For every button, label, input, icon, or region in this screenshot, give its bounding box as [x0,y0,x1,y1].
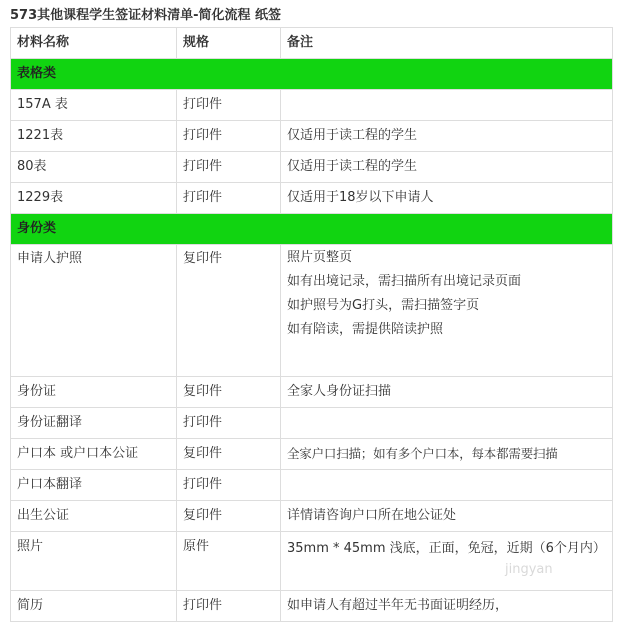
table-row [11,591,613,622]
table-row [11,183,613,214]
material-name: 1229表 [11,183,177,214]
material-note [281,470,613,501]
material-name: 简历 [11,591,177,622]
material-spec: 打印件 [177,152,281,183]
material-spec: 原件 [177,532,281,591]
materials-table [10,27,613,622]
column-header-spec: 规格 [177,28,281,59]
section-label: 表格类 [11,59,613,90]
material-note [281,408,613,439]
material-spec: 打印件 [177,470,281,501]
table-row [11,501,613,532]
material-spec: 打印件 [177,90,281,121]
material-note: 35mm * 45mm 浅底，正面，免冠，近期（6个月内） [281,532,613,591]
column-header-material: 材料名称 [11,28,177,59]
section-row-forms [11,59,613,90]
material-name: 80表 [11,152,177,183]
table-row [11,470,613,501]
material-spec: 复印件 [177,377,281,408]
note-line: 如护照号为G打头，需扫描签字页 [287,298,480,313]
material-name: 157A 表 [11,90,177,121]
table-row [11,245,613,377]
section-label: 身份类 [11,214,613,245]
material-name: 出生公证 [11,501,177,532]
material-note: 仅适用于读工程的学生 [281,121,613,152]
material-spec: 复印件 [177,439,281,470]
column-header-note: 备注 [281,28,613,59]
table-row [11,408,613,439]
material-note: 如申请人有超过半年无书面证明经历， [281,591,613,622]
material-note: 全家人身份证扫描 [281,377,613,408]
material-note: 仅适用于18岁以下申请人 [281,183,613,214]
material-note: 全家户口扫描；如有多个户口本，每本都需要扫描 [281,439,613,470]
table-header-row [11,28,613,59]
material-name: 户口本翻译 [11,470,177,501]
material-note: 仅适用于读工程的学生 [281,152,613,183]
watermark: jingyan [505,562,553,577]
note-line: 如有陪读，需提供陪读护照 [287,322,444,337]
material-spec: 打印件 [177,408,281,439]
table-row [11,152,613,183]
material-note [281,245,613,377]
table-row [11,377,613,408]
material-note [281,90,613,121]
document-title: 573其他课程学生签证材料清单-简化流程 纸签 [10,8,282,23]
section-row-identity [11,214,613,245]
material-name: 1221表 [11,121,177,152]
material-name: 身份证翻译 [11,408,177,439]
material-name: 照片 [11,532,177,591]
material-spec: 打印件 [177,121,281,152]
note-line: 如有出境记录，需扫描所有出境记录页面 [287,274,522,289]
material-name: 申请人护照 [11,245,177,377]
material-name: 身份证 [11,377,177,408]
material-note: 详情请咨询户口所在地公证处 [281,501,613,532]
table-row [11,121,613,152]
table-row [11,532,613,591]
material-spec: 打印件 [177,591,281,622]
table-row [11,90,613,121]
note-line: 照片页整页 [287,250,353,265]
material-spec: 复印件 [177,245,281,377]
material-name: 户口本 或户口本公证 [11,439,177,470]
material-spec: 打印件 [177,183,281,214]
table-row [11,439,613,470]
material-spec: 复印件 [177,501,281,532]
